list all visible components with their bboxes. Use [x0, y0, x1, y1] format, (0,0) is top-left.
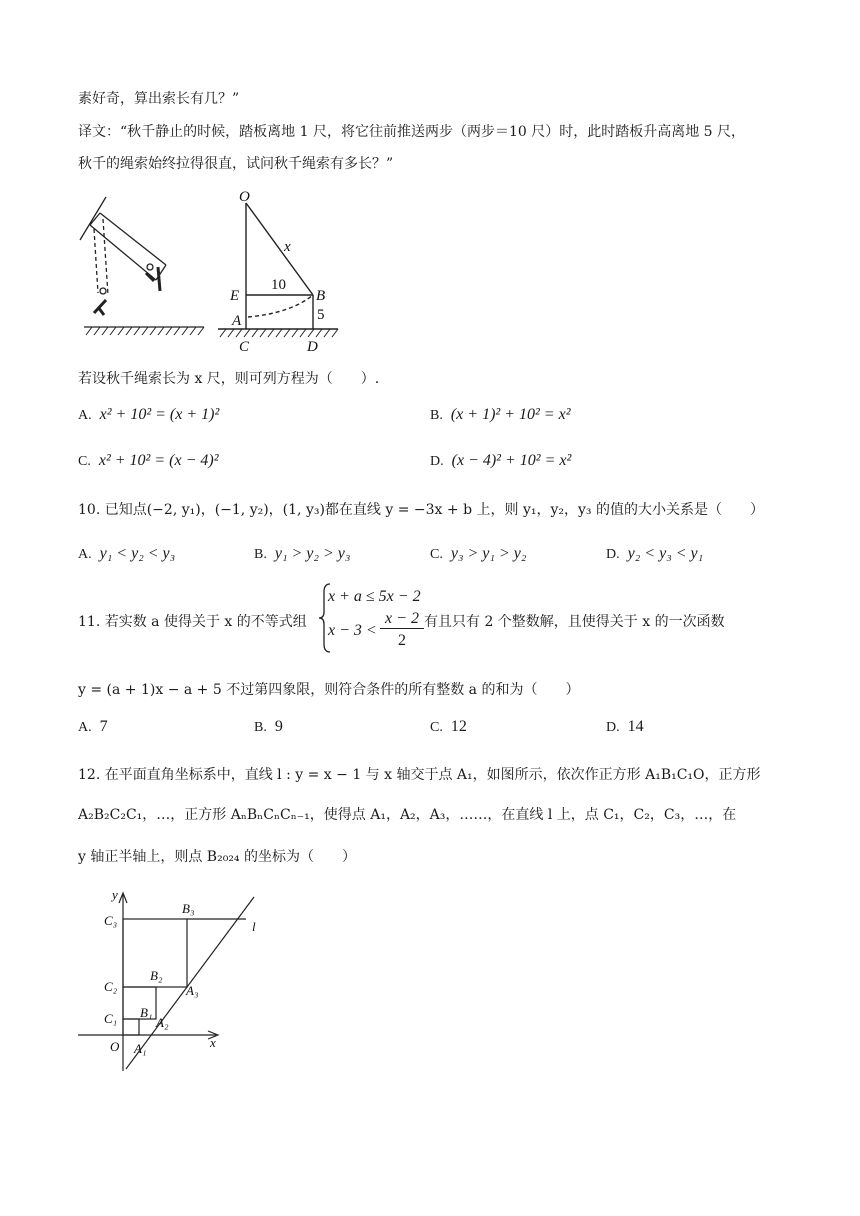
q12-line-2: A₂B₂C₂C₁，…，正方形 AₙBₙCₙCₙ₋₁，使得点 A₁，A₂，A₃，……，在直线 l 上，点 C₁，C₂，C₃，…，在	[78, 807, 737, 823]
q9-stem: 若设秋千绳索长为 x 尺，则可列方程为（ ）.	[78, 371, 380, 387]
label-A3: A₃	[186, 983, 199, 998]
label-B2: B₂	[150, 968, 163, 983]
swing-illustration	[80, 197, 204, 327]
label-D: D	[307, 339, 318, 355]
q11-suffix: 有且只有 2 个整数解，且使得关于 x 的一次函数	[424, 614, 725, 630]
q11-prefix: 11. 若实数 a 使得关于 x 的不等式组	[78, 614, 307, 630]
label-l: l	[252, 919, 256, 934]
label-y: y	[112, 887, 118, 902]
q11-option-a[interactable]: A. 7	[78, 718, 108, 735]
q10-option-d[interactable]: D. y₂ < y₃ < y₁	[606, 545, 704, 562]
label-E: E	[230, 288, 240, 304]
label-C: C	[239, 339, 250, 355]
q10-option-a[interactable]: A. y₁ < y₂ < y₃	[78, 545, 176, 562]
q9-option-a[interactable]: A. x² + 10² = (x + 1)²	[78, 406, 220, 423]
label-B1: B₁	[140, 1005, 153, 1020]
q11-inequality-1: x + a ≤ 5x − 2	[328, 588, 421, 605]
label-B: B	[316, 288, 326, 304]
q9-option-d[interactable]: D. (x − 4)² + 10² = x²	[430, 452, 572, 469]
label-B3: B₃	[182, 901, 195, 916]
label-origin: O	[110, 1039, 120, 1054]
square-1	[123, 1019, 139, 1035]
label-O: O	[239, 189, 250, 205]
q9-option-c[interactable]: C. x² + 10² = (x − 4)²	[78, 452, 219, 469]
q11-option-d[interactable]: D. 14	[606, 718, 644, 735]
label-A: A	[232, 313, 242, 329]
q11-fraction-numerator: x − 2	[380, 610, 424, 629]
intro-line-2: 译文：“秋千静止的时候，踏板离地 1 尺，将它往前推送两步（两步＝10 尺）时，此时踏板升高离地 5 尺，	[78, 124, 746, 140]
swing-figure	[76, 185, 366, 360]
q10-option-b[interactable]: B. y₁ > y₂ > y₃	[254, 545, 351, 562]
q11-line-2: y = (a + 1)x − a + 5 不过第四象限，则符合条件的所有整数 a 的和为（ ）	[78, 682, 580, 698]
squares-diagram	[76, 885, 286, 1075]
label-C2: C₂	[104, 979, 118, 994]
q10-stem: 10. 已知点(−2, y₁)，(−1, y₂)，(1, y₃)都在直线 y = −3x + b 上，则 y₁，y₂，y₃ 的值的大小关系是（ ）	[78, 502, 764, 518]
label-C1: C₁	[104, 1011, 118, 1026]
label-5: 5	[317, 307, 325, 323]
q11-option-b[interactable]: B. 9	[254, 718, 283, 735]
q12-line-1: 12. 在平面直角坐标系中，直线 l : y = x − 1 与 x 轴交于点 A₁，如图所示，依次作正方形 A₁B₁C₁O，正方形	[78, 767, 761, 783]
ground-hatch-right	[220, 329, 338, 337]
q10-option-c[interactable]: C. y₃ > y₁ > y₂	[430, 545, 527, 562]
q11-fraction-denominator: 2	[398, 632, 406, 649]
label-A2: A₂	[156, 1015, 169, 1030]
label-A1: A₁	[134, 1041, 147, 1056]
q12-line-3: y 轴正半轴上，则点 B₂₀₂₄ 的坐标为（ ）	[78, 849, 356, 865]
q9-option-b[interactable]: B. (x + 1)² + 10² = x²	[430, 406, 571, 423]
label-C3: C₃	[104, 913, 118, 928]
label-10: 10	[271, 277, 286, 293]
q11-inequality-2-left: x − 3 <	[328, 622, 377, 639]
intro-line-3: 秋千的绳索始终拉得很直，试问秋千绳索有多长？”	[78, 156, 394, 172]
q11-option-c[interactable]: C. 12	[430, 718, 467, 735]
ground-hatch-left	[86, 327, 204, 335]
intro-line-1: 素好奇，算出索长有几？”	[78, 91, 240, 107]
label-x: x	[284, 239, 291, 255]
label-x-axis: x	[210, 1035, 216, 1050]
